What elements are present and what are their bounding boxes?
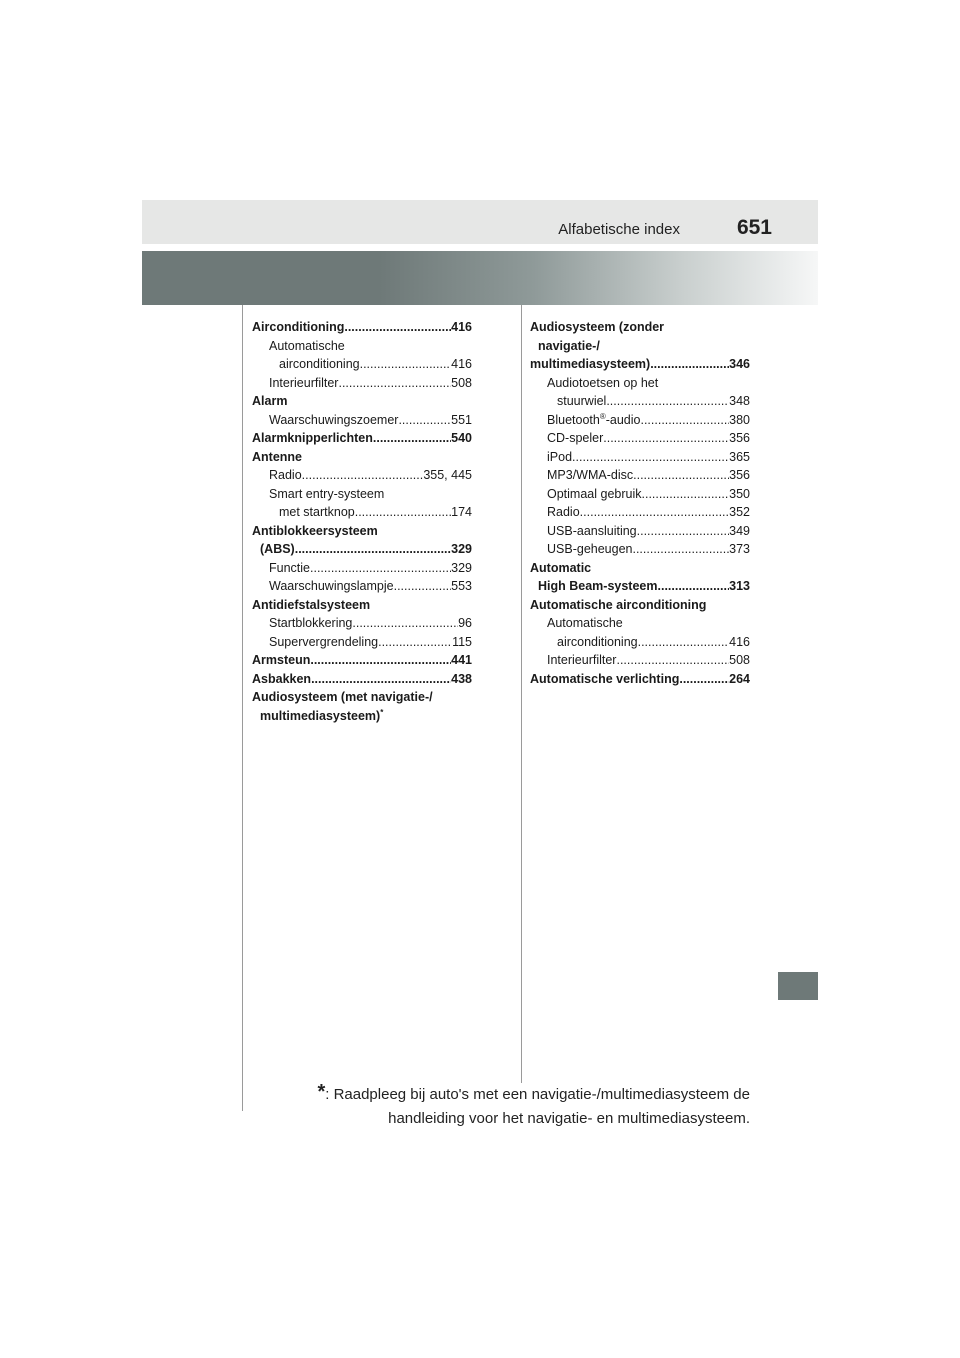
dot-leader [373,429,451,448]
dot-leader [632,540,729,559]
entry-term: Antenne [252,449,302,464]
entry-page: 264 [729,671,750,686]
index-entry [252,392,472,411]
entry-term: Automatische [269,338,345,353]
index-entry [530,466,750,485]
dot-leader [637,522,730,541]
index-entry [530,503,750,522]
entry-page: 441 [451,653,472,667]
entry-page: 329 [451,560,472,575]
index-entry [252,337,472,356]
entry-term: Automatische airconditioning [530,597,707,612]
index-entry [252,355,472,374]
index-entry [252,318,472,337]
index-entry [252,614,472,633]
entry-term: Armsteun [252,653,311,667]
entry-term: Waarschuwingslampje [269,579,394,593]
index-entry [530,522,750,541]
entry-term: Optimaal gebruik [547,486,642,501]
index-entry [530,577,750,596]
entry-page: 355, 445 [423,468,472,482]
entry-page: 373 [729,542,750,556]
entry-page: 508 [451,375,472,390]
entry-page: 346 [729,357,750,371]
dot-leader [658,577,730,596]
index-entry [252,540,472,559]
entry-term: USB-aansluiting [547,523,637,538]
entry-term: CD-speler [547,431,604,445]
dot-leader [603,429,729,448]
footnote-line-2: handleiding voor het navigatie- en multimediasysteem. [388,1110,750,1127]
index-entry [252,559,472,578]
entry-term: Audiosysteem (zonder [530,320,665,334]
entry-term: stuurwiel [557,394,607,408]
entry-term: Radio [547,505,580,519]
dot-leader [394,577,452,596]
index-entry [252,670,472,689]
entry-term: Interieurfilter [269,375,339,390]
index-entry [252,651,472,670]
index-entry [530,540,750,559]
index-entry [530,633,750,652]
footnote-line-1: : Raadpleeg bij auto's met een navigatie-/multimediasysteem de [325,1086,750,1103]
index-entry [530,596,750,615]
index-entry [252,688,472,707]
entry-page: 350 [729,486,750,501]
dot-leader [638,633,730,652]
index-entry [530,559,750,578]
column-divider [521,305,522,1083]
entry-term: MP3/WMA-disc [547,468,634,482]
entry-term: (ABS) [260,542,295,556]
index-entry [252,633,472,652]
dot-leader [378,633,452,652]
entry-term: multimediasysteem) [530,357,651,371]
dot-leader [642,485,730,504]
dot-leader [338,374,451,393]
dot-leader [606,392,729,411]
index-entry [530,429,750,448]
entry-term: Functie [269,560,310,575]
dot-leader [311,670,451,689]
entry-term: Interieurfilter [547,653,617,667]
index-entry [252,429,472,448]
entry-page: 416 [451,320,472,334]
entry-page: 551 [451,412,472,427]
entry-term: Waarschuwingszoemer [269,412,399,427]
entry-page: 356 [729,468,750,482]
dot-leader [616,651,729,670]
page-header [142,200,818,244]
page-number: 651 [736,216,772,239]
index-entry [530,337,750,356]
entry-page: 540 [451,431,472,445]
dot-leader [355,503,451,522]
index-column-right [530,318,750,688]
entry-term: Audiosysteem (met navigatie-/ [252,690,433,704]
entry-page: 356 [729,431,750,445]
entry-term: airconditioning [279,357,360,371]
dot-leader [302,466,424,485]
index-entry [252,503,472,522]
entry-term: Antiblokkeersysteem [252,523,378,538]
index-entry [530,614,750,633]
entry-page: 313 [729,579,750,593]
index-entry [530,318,750,337]
index-entry [252,374,472,393]
dot-leader [310,559,451,578]
entry-term: airconditioning [557,634,638,649]
entry-term: High Beam-systeem [538,579,658,593]
entry-page: 553 [451,579,472,593]
index-entry [530,651,750,670]
dot-leader [360,355,452,374]
index-entry [252,577,472,596]
entry-term: met startknop [279,505,355,519]
entry-term: Smart entry-systeem [269,486,385,501]
entry-term: Supervergrendeling [269,634,379,649]
entry-page: 348 [729,394,750,408]
entry-page: 365 [729,449,750,464]
dot-leader [679,670,729,689]
index-entry [252,411,472,430]
chapter-tab [778,972,818,1000]
index-entry [530,448,750,467]
entry-term: multimediasysteem)* [260,707,384,723]
entry-page: 352 [729,505,750,519]
entry-term: Antidiefstalsysteem [252,597,371,612]
entry-term: USB-geheugen [547,542,633,556]
entry-page: 416 [729,634,750,649]
dot-leader [650,355,729,374]
dot-leader [633,466,729,485]
dot-leader [640,411,729,430]
entry-page: 115 [452,634,472,649]
index-entry [252,466,472,485]
entry-page: 329 [451,542,472,556]
entry-term: Alarm [252,394,288,408]
entry-page: 380 [729,412,750,427]
entry-term: Airconditioning [252,320,345,334]
dot-leader [352,614,458,633]
superscript-mark: * [380,707,384,717]
entry-page: 508 [729,653,750,667]
dot-leader [572,448,729,467]
index-entry [252,596,472,615]
dot-leader [344,318,451,337]
dot-leader [310,651,451,670]
index-entry [252,485,472,504]
entry-page: 349 [729,523,750,538]
index-entry [530,411,750,430]
entry-term: Radio [269,468,302,482]
entry-page: 416 [451,357,472,371]
footnote-marker: * [317,1081,326,1103]
section-title: Alfabetische index [558,221,680,238]
index-entry [530,355,750,374]
entry-term: Alarmknipperlichten [252,431,373,445]
entry-term: navigatie-/ [538,338,600,353]
entry-term: Asbakken [252,671,312,686]
entry-term: iPod [547,449,573,464]
entry-term: Startblokkering [269,616,353,630]
gradient-band [142,251,818,305]
entry-term: Automatische [547,616,623,630]
dot-leader [580,503,729,522]
index-entry [530,670,750,689]
entry-term: Automatic [530,560,592,575]
left-margin-rule [242,305,243,1111]
entry-page: 438 [451,671,472,686]
index-column-left [252,318,472,725]
entry-page: 96 [458,616,472,630]
index-entry [252,707,472,726]
index-entry [252,522,472,541]
superscript-mark: ® [599,411,606,421]
index-entry [530,374,750,393]
entry-term: Audiotoetsen op het [547,375,659,390]
footnote [300,1083,750,1131]
entry-term: Bluetooth®-audio [547,411,641,427]
index-entry [530,392,750,411]
index-entry [530,485,750,504]
entry-term: Automatische verlichting [530,671,680,686]
dot-leader [398,411,451,430]
entry-page: 174 [451,505,472,519]
dot-leader [295,540,451,559]
index-entry [252,448,472,467]
